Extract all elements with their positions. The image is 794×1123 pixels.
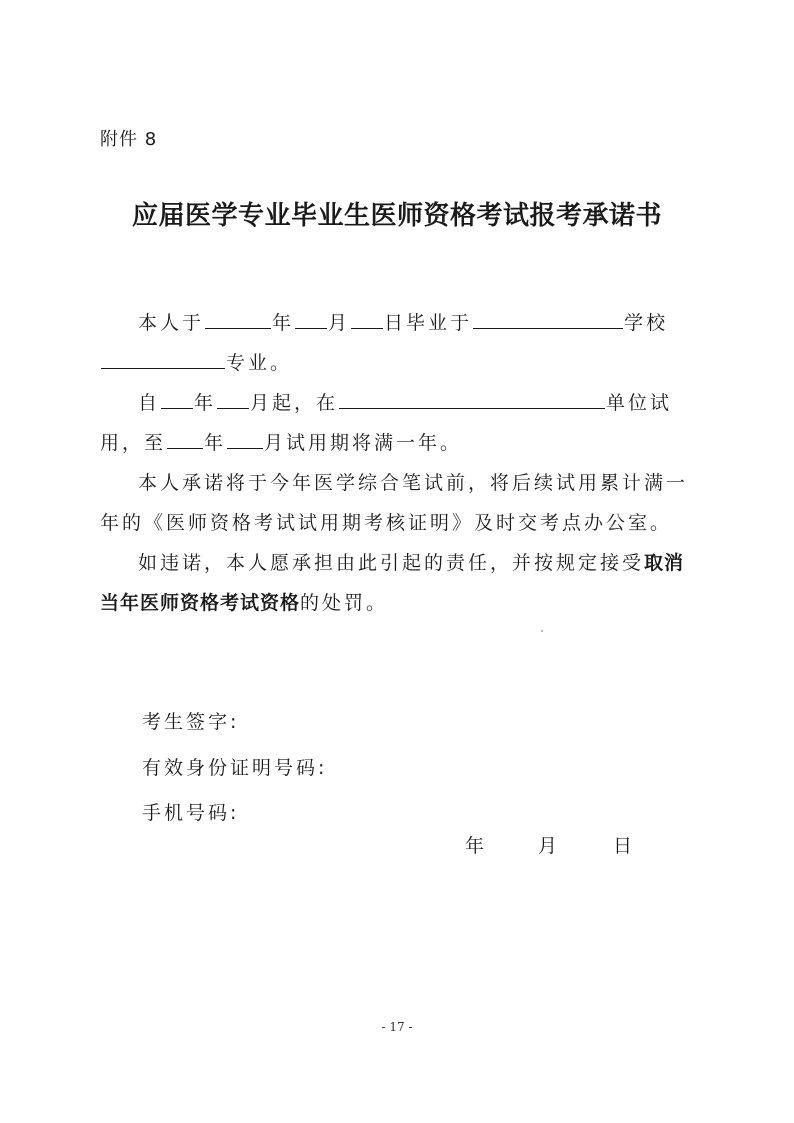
text-segment: 的处罚。 — [300, 592, 389, 614]
phone-number-label: 手机号码: — [142, 802, 240, 824]
paragraph-graduation — [100, 303, 690, 383]
text-segment: 日毕业于 — [384, 312, 473, 334]
paragraph-line — [100, 383, 690, 423]
paragraph-line — [100, 543, 690, 583]
blank-major — [101, 348, 225, 369]
paragraph-line: 本人承诺将于今年医学综合笔试前，将后续试用累计满一 — [138, 472, 689, 494]
text-segment: 年 — [204, 432, 227, 454]
paragraph-line — [100, 583, 690, 623]
id-number-label: 有效身份证明号码: — [142, 757, 328, 779]
paragraph-line — [100, 343, 690, 383]
text-segment: 单位试 — [606, 392, 673, 414]
text-segment: 月 — [328, 312, 351, 334]
text-segment: 年 — [272, 312, 295, 334]
emphasized-text: 当年医师资格考试资格 — [100, 592, 301, 614]
paragraph-commitment — [100, 463, 690, 543]
text-segment: 用，至 — [100, 432, 167, 454]
text-segment: 本人于 — [138, 312, 205, 334]
blank-end-year — [167, 428, 203, 449]
text-segment: 学校 — [624, 312, 669, 334]
text-segment: 年 — [194, 392, 217, 414]
scan-speck — [541, 630, 543, 632]
blank-end-month — [227, 428, 263, 449]
paragraph-line: 年的《医师资格考试试用期考核证明》及时交考点办公室。 — [100, 512, 673, 534]
paragraph-penalty — [100, 543, 690, 623]
page-number: - 17 - — [381, 1020, 413, 1034]
attachment-label: 附件 8 — [100, 129, 158, 150]
blank-start-year — [161, 388, 193, 409]
text-segment: 专业。 — [226, 352, 293, 374]
document-body — [100, 303, 690, 623]
blank-graduation-year — [205, 308, 271, 329]
blank-graduation-day — [351, 308, 383, 329]
paragraph-line — [100, 303, 690, 343]
text-segment: 如违诺，本人愿承担由此引起的责任，并按规定接受 — [138, 552, 645, 574]
paragraph-probation — [100, 383, 690, 463]
text-segment: 自 — [138, 392, 161, 414]
blank-work-unit — [339, 388, 605, 409]
text-segment: 月试用期将满一年。 — [264, 432, 463, 454]
date-month-label: 月 — [538, 835, 558, 857]
paragraph-line — [100, 423, 690, 463]
blank-graduation-month — [295, 308, 327, 329]
document-title: 应届医学专业毕业生医师资格考试报考承诺书 — [131, 201, 662, 231]
date-year-label: 年 — [465, 835, 485, 857]
signature-label: 考生签字: — [142, 711, 240, 733]
blank-school-name — [473, 308, 623, 329]
text-segment: 月起，在 — [250, 392, 339, 414]
date-day-label: 日 — [613, 835, 633, 857]
emphasized-text: 取消 — [644, 552, 685, 574]
blank-start-month — [217, 388, 249, 409]
